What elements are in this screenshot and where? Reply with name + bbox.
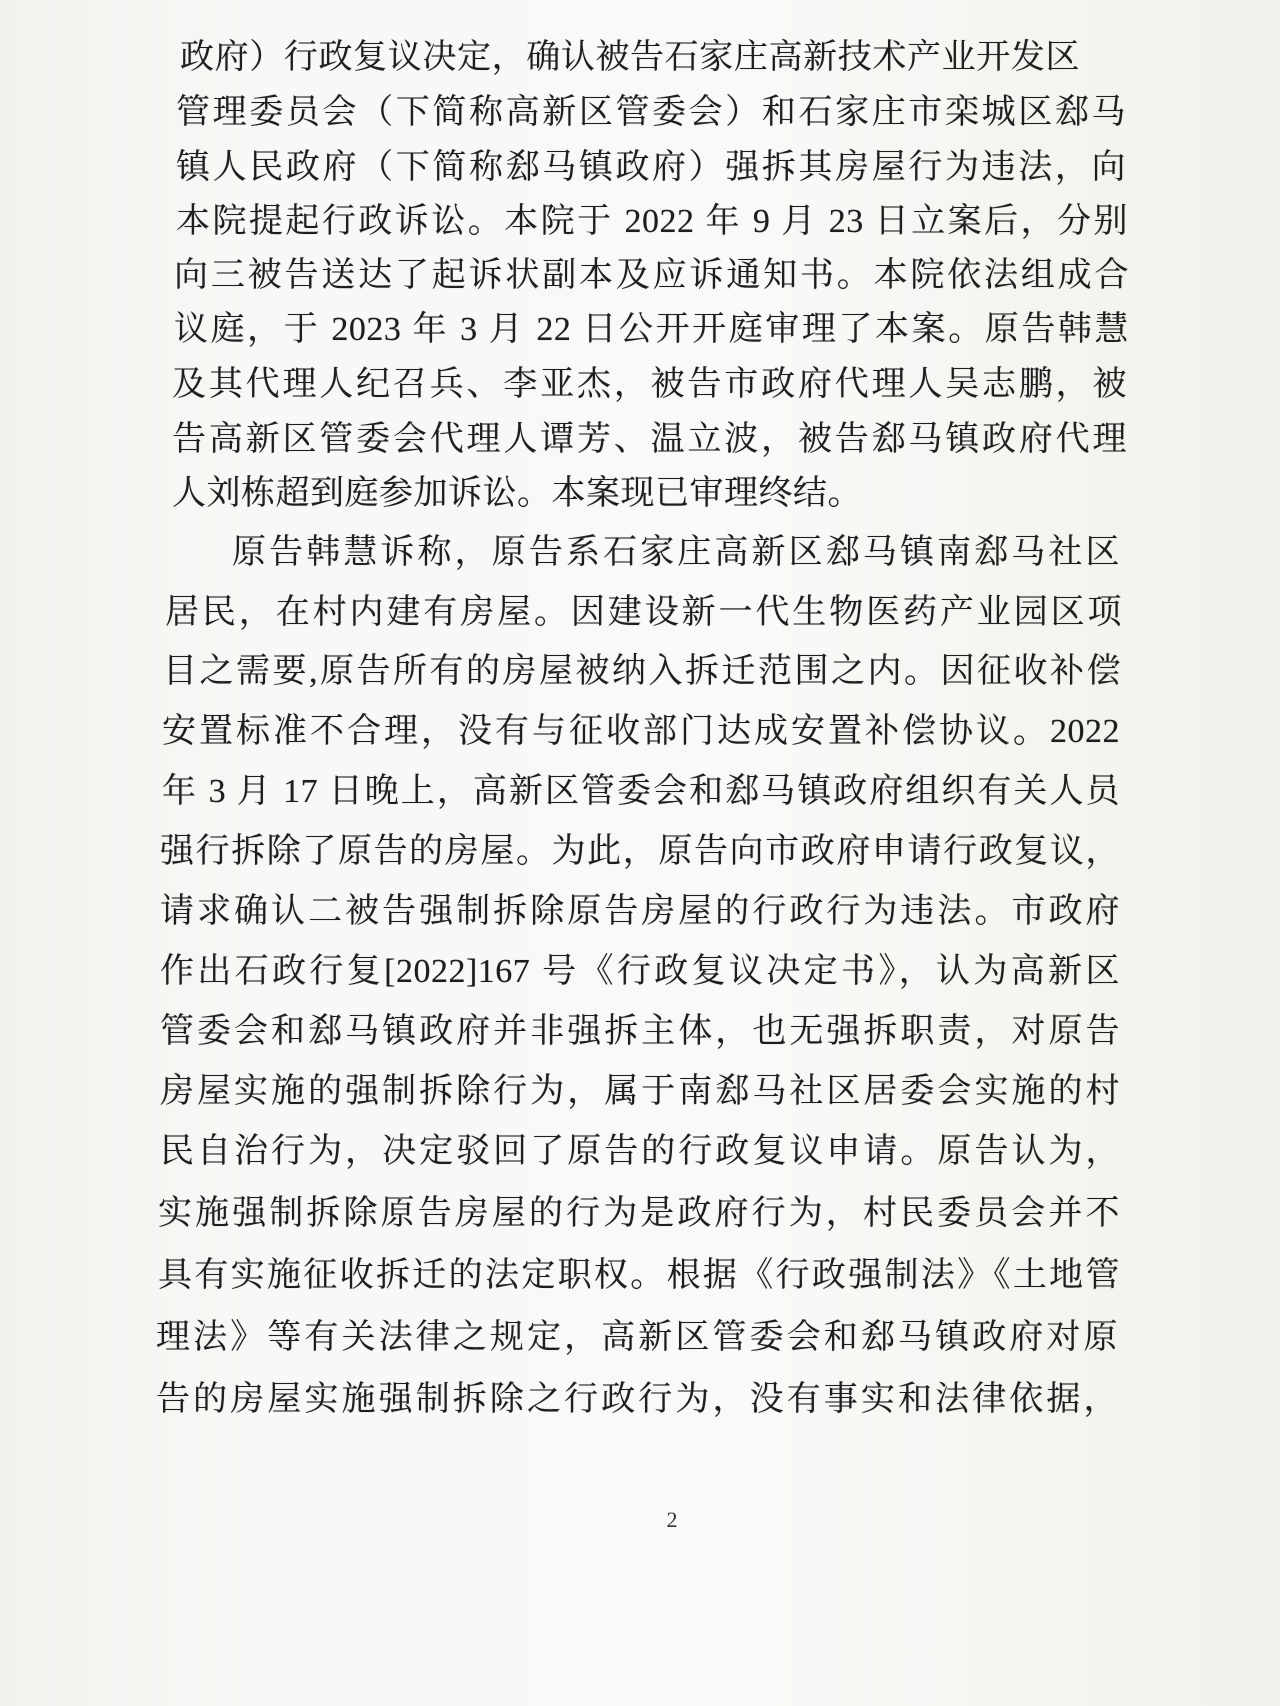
- text-line: 安置标准不合理，没有与征收部门达成安置补偿协议。2022: [162, 713, 1120, 750]
- text-line: 及其代理人纪召兵、李亚杰，被告市政府代理人吴志鹏，被: [172, 366, 1127, 403]
- page-number: 2: [666, 1507, 678, 1532]
- text-line: 年 3 月 17 日晚上，高新区管委会和郄马镇政府组织有关人员: [162, 773, 1120, 810]
- text-line: 人刘栋超到庭参加诉讼。本案现已审理终结。: [172, 475, 862, 512]
- text-line: 民自治行为，决定驳回了原告的行政复议申请。原告认为，: [160, 1133, 1120, 1170]
- text-line: 向三被告送达了起诉状副本及应诉通知书。本院依法组成合: [174, 257, 1129, 294]
- text-line: 议庭，于 2023 年 3 月 22 日公开开庭审理了本案。原告韩慧: [174, 311, 1129, 348]
- text-line: 告的房屋实施强制拆除之行政行为，没有事实和法律依据，: [156, 1381, 1118, 1418]
- text-line: 请求确认二被告强制拆除原告房屋的行政行为违法。市政府: [160, 893, 1120, 930]
- text-line-indented: 原告韩慧诉称，原告系石家庄高新区郄马镇南郄马社区: [232, 534, 1120, 571]
- text-line: 理法》等有关法律之规定，高新区管委会和郄马镇政府对原: [156, 1319, 1118, 1356]
- text-line: 房屋实施的强制拆除行为，属于南郄马社区居委会实施的村: [160, 1073, 1120, 1110]
- text-line: 告高新区管委会代理人谭芳、温立波，被告郄马镇政府代理: [172, 421, 1127, 458]
- text-line: 镇人民政府（下简称郄马镇政府）强拆其房屋行为违法，向: [176, 149, 1126, 186]
- text-line: 作出石政行复[2022]167 号《行政复议决定书》，认为高新区: [160, 953, 1120, 990]
- text-line: 本院提起行政诉讼。本院于 2022 年 9 月 23 日立案后，分别: [176, 203, 1128, 240]
- text-line: 管委会和郄马镇政府并非强拆主体，也无强拆职责，对原告: [160, 1013, 1120, 1050]
- text-line: 居民，在村内建有房屋。因建设新一代生物医药产业园区项: [165, 594, 1122, 631]
- text-line: 具有实施征收拆迁的法定职权。根据《行政强制法》《土地管: [158, 1257, 1120, 1294]
- text-line: 实施强制拆除原告房屋的行为是政府行为，村民委员会并不: [158, 1195, 1120, 1232]
- text-line: 强行拆除了原告的房屋。为此，原告向市政府申请行政复议，: [160, 833, 1120, 870]
- text-line: 管理委员会（下简称高新区管委会）和石家庄市栾城区郄马: [176, 94, 1126, 131]
- text-line: 政府）行政复议决定，确认被告石家庄高新技术产业开发区: [180, 39, 1080, 76]
- text-line: 目之需要,原告所有的房屋被纳入拆迁范围之内。因征收补偿: [163, 653, 1121, 690]
